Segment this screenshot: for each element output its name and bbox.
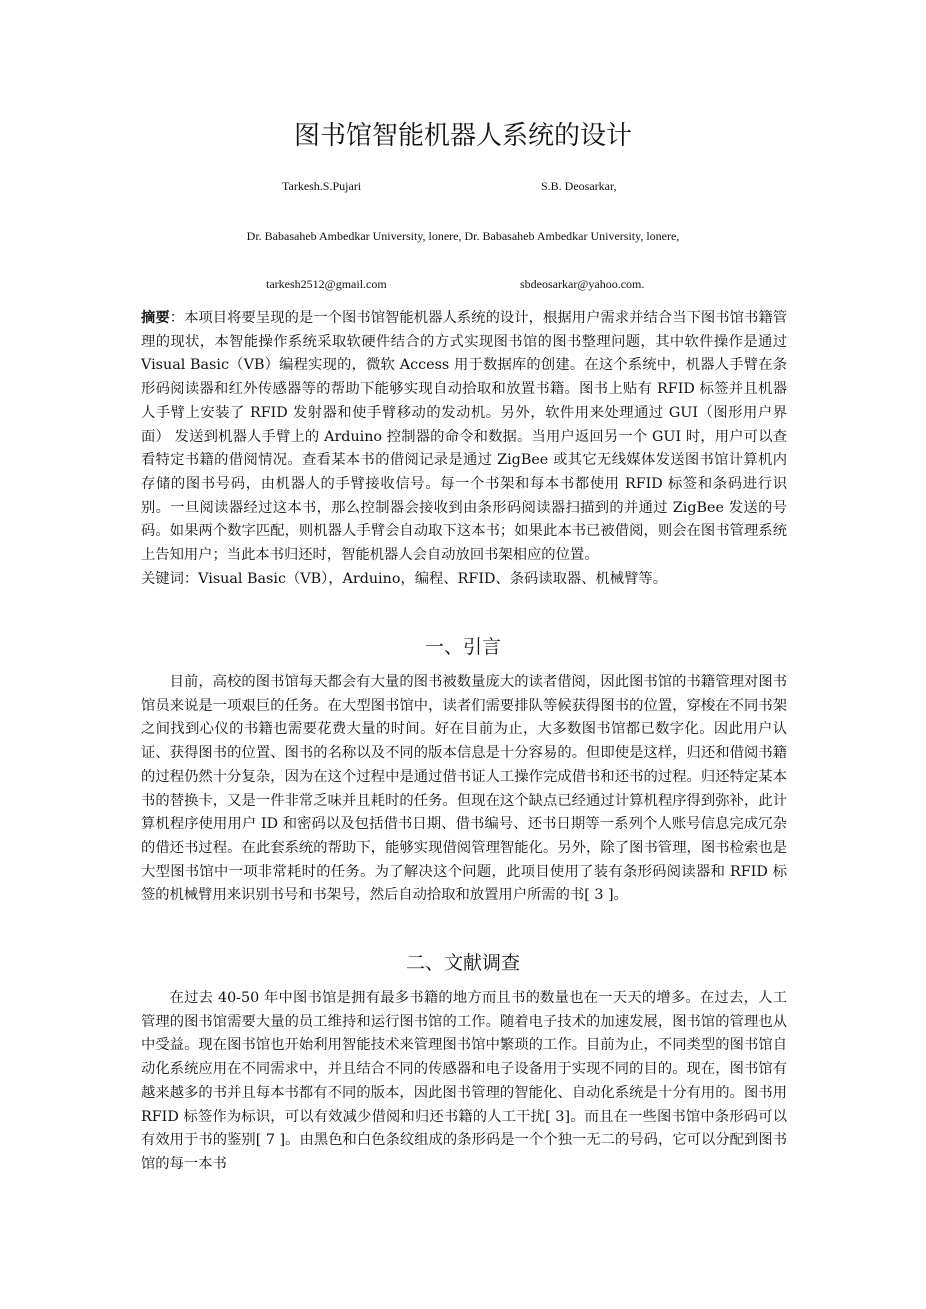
email-1: tarkesh2512@gmail.com (266, 277, 387, 291)
author-1: Tarkesh.S.Pujari (282, 179, 362, 193)
literature-survey-paragraph: 在过去 40-50 年中图书馆是拥有最多书籍的地方而且书的数量也在一天天的增多。在过去，人工管理的图书馆需要大量的员工维持和运行图书馆的工作。随着电子技术的加速发展，图书馆的管理也从中受益。现在图书馆也开始利用智能技术来管理图书馆中繁琐的工作。目前为止，不同类型的图书馆自动化系统应用在不同需求中，并且结合不同的传感器和电子设备用于实现不同的目的。现在，图书馆有越来越多的书并且每本书都有不同的版本，因此图书管理的智能化、自动化系统是十分有用的。图书用 RFID 标签作为标识，可以有效减少借阅和归还书籍的人工干扰[ 3]。而且在一些图书馆中条形码可以有效用于书的鉴别[ 7 ]。由黑色和白色条纹组成的条形码是一个个独一无二的号码，它可以分配到图书馆的每一本书 (141, 990, 787, 1172)
introduction-paragraph: 目前，高校的图书馆每天都会有大量的图书被数量庞大的读者借阅，因此图书馆的书籍管理对图书馆员来说是一项艰巨的任务。在大型图书馆中，读者们需要排队等候获得图书的位置，穿梭在不同书架之间找到心仪的书籍也需要花费大量的时间。好在目前为止，大多数图书馆都已数字化。因此用户认证、获得图书的位置、图书的名称以及不同的版本信息是十分容易的。但即使是这样，归还和借阅书籍的过程仍然十分复杂，因为在这个过程中是通过借书证人工操作完成借书和还书的过程。归还特定某本书的替换卡，又是一件非常乏味并且耗时的任务。但现在这个缺点已经通过计算机程序得到弥补，此计算机程序使用用户 ID 和密码以及包括借书日期、借书编号、还书日期等一系列个人账号信息完成冗杂的借还书过程。在此套系统的帮助下，能够实现借阅管理智能化。另外，除了图书管理，图书检索也是大型图书馆中一项非常耗时的任务。为了解决这个问题，此项目使用了装有条形码阅读器和 RFID 标签的机械臂用来识别书号和书架号，然后自动拾取和放置用户所需的书[ 3 ]。 (141, 674, 787, 904)
affiliation: Dr. Babasaheb Ambedkar University, lonere, Dr. Babasaheb Ambedkar University, lonere, (246, 229, 680, 243)
abstract-text: ：本项目将要呈现的是一个图书馆智能机器人系统的设计，根据用户需求并结合当下图书馆书籍管理的现状，本智能操作系统采取软硬件结合的方式实现图书馆的图书整理问题，其中软件操作是通过 Visual Basic（VB）编程实现的，微软 Access 用于数据库的创建。在这个系统中，机器人手臂在条形码阅读器和红外传感器等的帮助下能够实现自动拾取和放置书籍。图书上贴有 RFID 标签并且机器人手臂上安装了 RFID 发射器和使手臂移动的发动机。另外，软件用来处理通过 GUI（图形用户界面） 发送到机器人手臂上的 Arduino 控制器的命令和数据。当用户返回另一个 GUI 时，用户可以查看特定书籍的借阅情况。查看某本书的借阅记录是通过 ZigBee 或其它无线媒体发送图书馆计算机内存储的图书号码，由机器人的手臂接收信号。每一个书架和每本书都使用 RFID 标签和条码进行识别。一旦阅读器经过这本书，那么控制器会接收到由条形码阅读器扫描到的并通过 ZigBee 发送的号码。如果两个数字匹配，则机器人手臂会自动取下这本书；如果此本书已被借阅，则会在图书管理系统上告知用户；当此本书归还时，智能机器人会自动放回书架相应的位置。 (141, 310, 788, 564)
section-heading-introduction: 一、引言 (424, 636, 501, 658)
keywords: 关键词：Visual Basic（VB），Arduino，编程、RFID、条码读取器、机械臂等。 (141, 570, 667, 587)
introduction-block (141, 671, 787, 908)
paper-title: 图书馆智能机器人系统的设计 (293, 121, 632, 151)
author-2: S.B. Deosarkar, (541, 179, 617, 193)
literature-survey-block (141, 987, 787, 1177)
abstract-label: 摘要 (141, 310, 170, 326)
abstract-paragraph (141, 307, 787, 568)
email-2: sbdeosarkar@yahoo.com. (520, 277, 645, 291)
section-heading-literature-survey: 二、文献调查 (405, 952, 520, 974)
abstract-block (141, 307, 787, 591)
